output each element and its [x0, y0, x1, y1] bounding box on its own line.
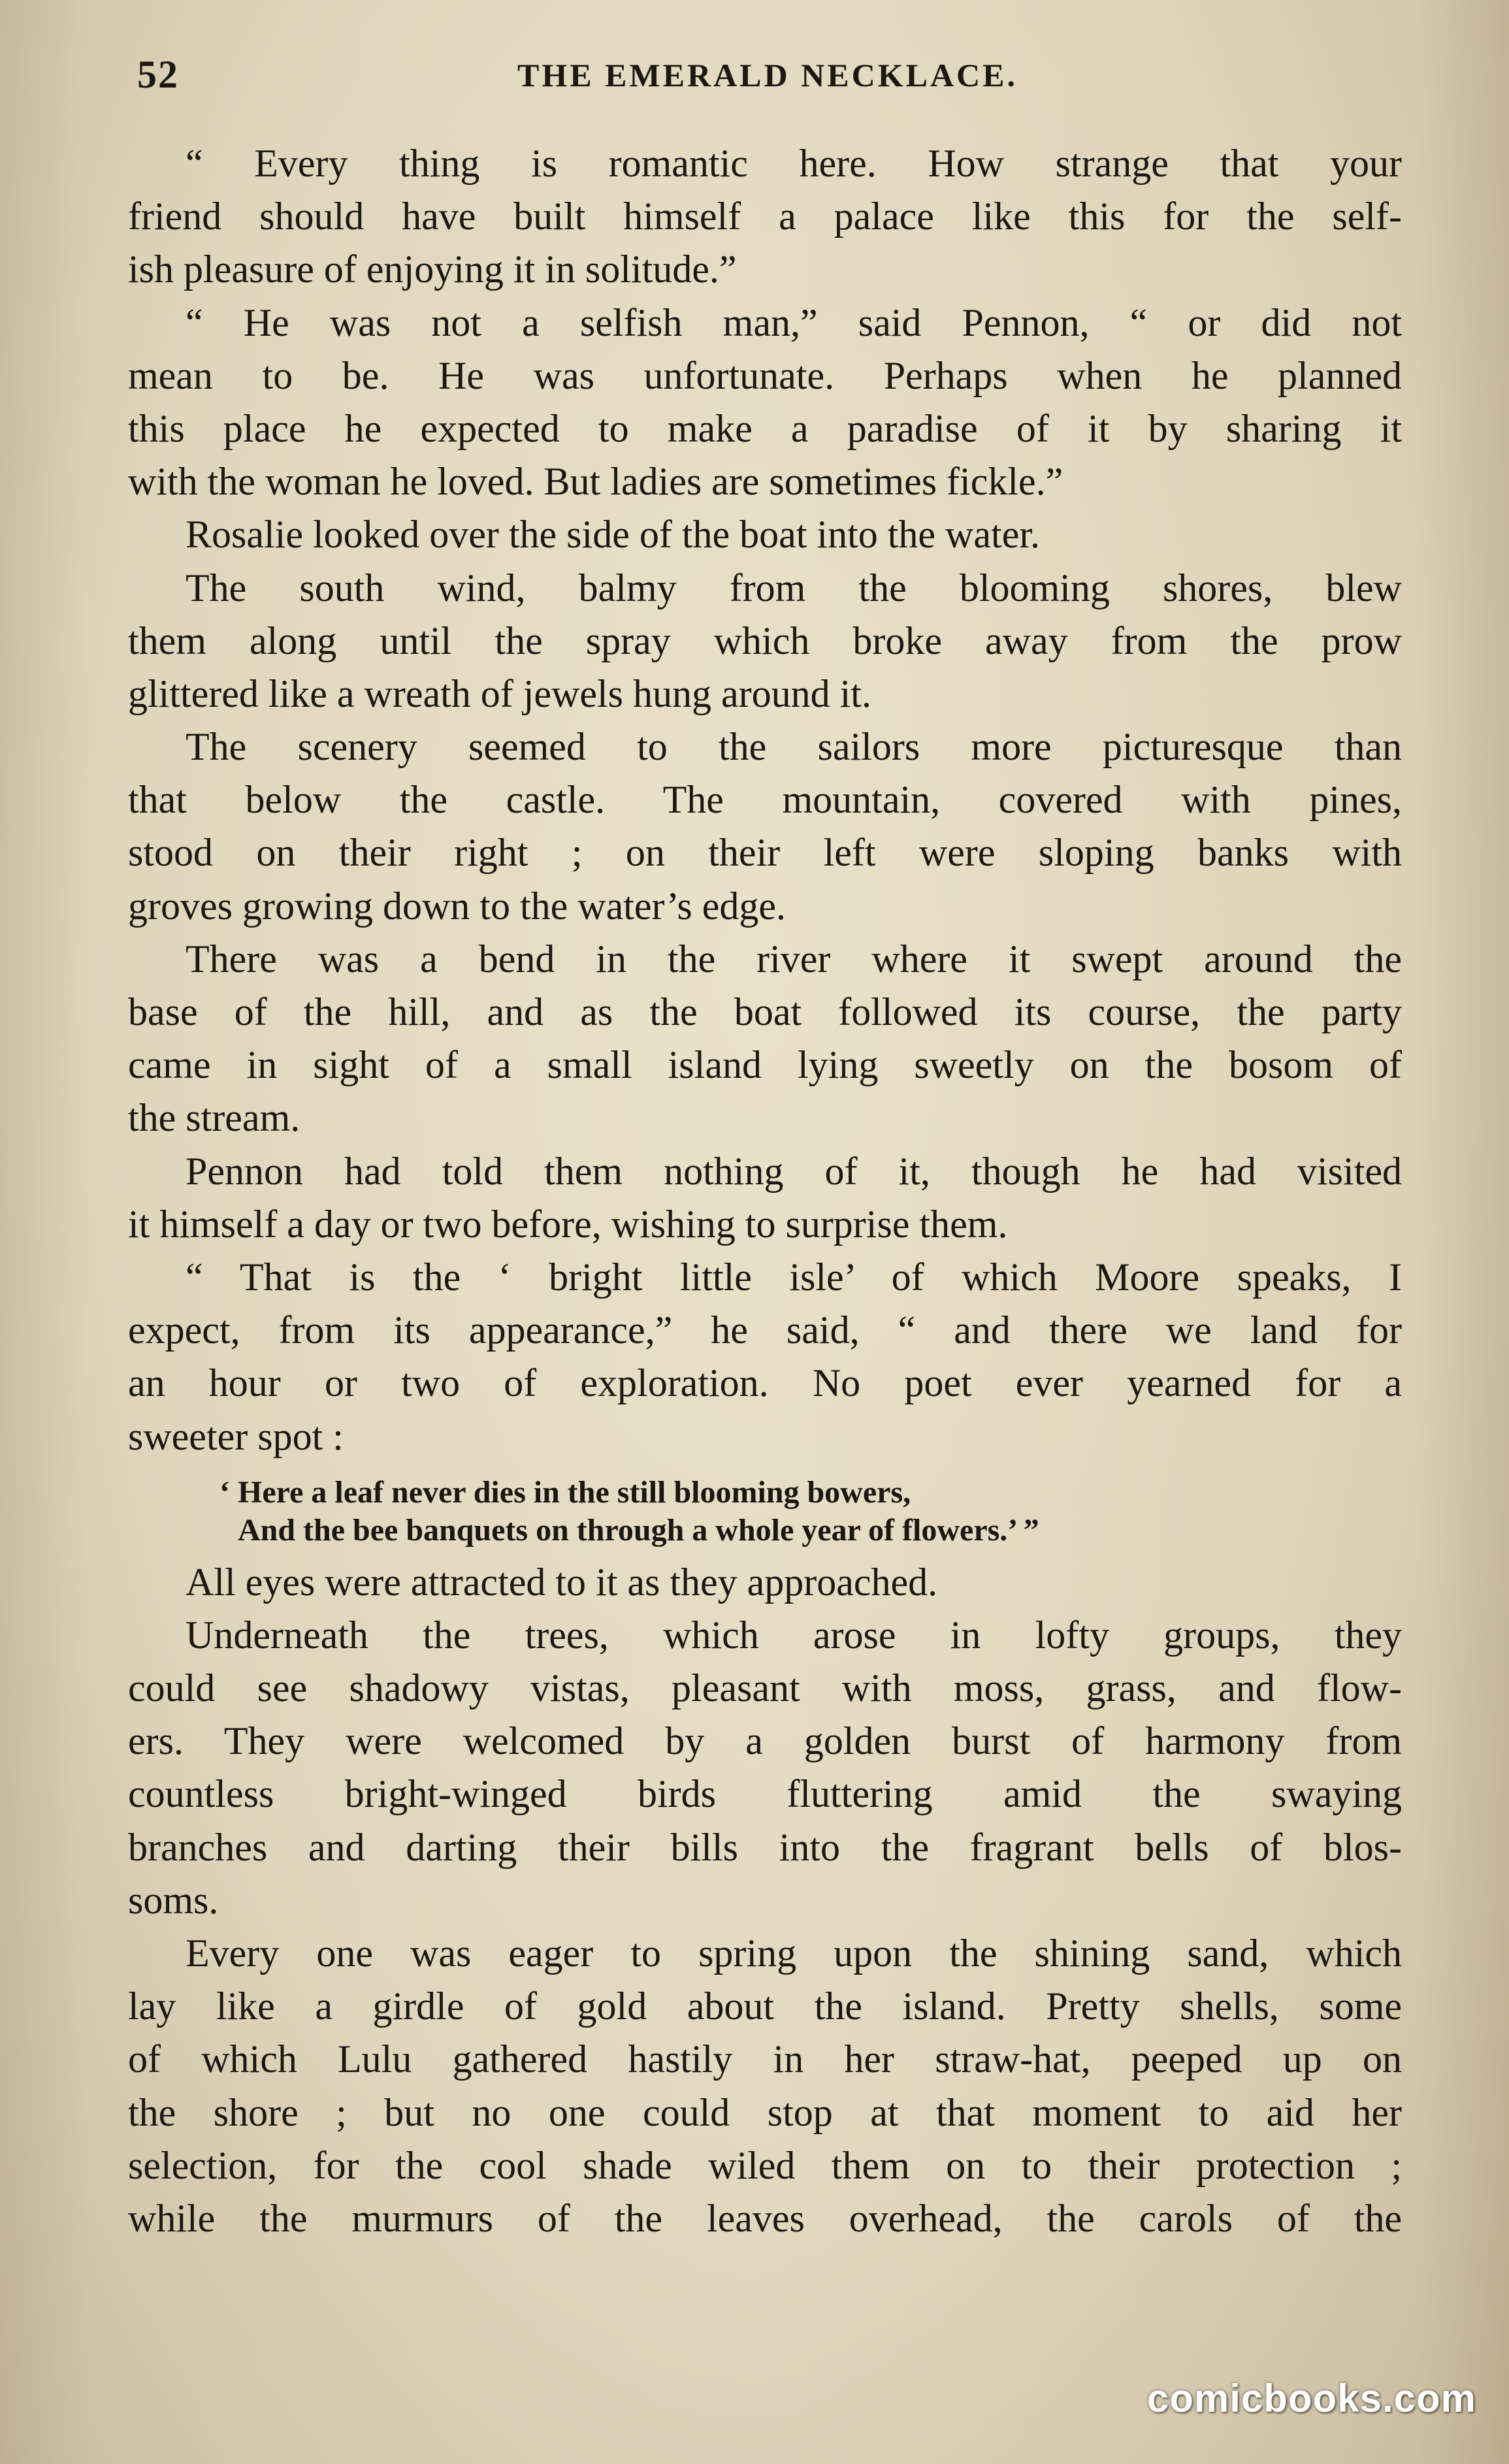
text-line: Every one was eager to spring upon the shining sand, which — [186, 1932, 1402, 1975]
text-line: branches and darting their bills into the fragrant bells of blos- — [128, 1825, 1402, 1869]
text-line: with the woman he loved. But ladies are sometimes fickle.” — [128, 460, 1063, 504]
verse-quote — [128, 1474, 1395, 1549]
text-line: base of the hill, and as the boat followed its course, the party — [128, 990, 1402, 1033]
text-line: glittered like a wreath of jewels hung around it. — [128, 672, 871, 715]
text-line: while the murmurs of the leaves overhead, the carols of the — [128, 2196, 1402, 2240]
text-line: lay like a girdle of gold about the island. Pretty shells, some — [128, 1985, 1402, 2028]
text-line: Pennon had told them nothing of it, though he had visited — [186, 1149, 1402, 1193]
paragraphs-after-quote — [128, 1556, 1402, 2245]
verse-line: ‘ Here a leaf never dies in the still blooming bowers, — [219, 1474, 911, 1510]
text-line: of which Lulu gathered hastily in her straw-hat, peeped up on — [128, 2037, 1402, 2081]
text-line: Rosalie looked over the side of the boat into the water. — [186, 513, 1040, 557]
text-line: could see shadowy vistas, pleasant with moss, grass, and flow- — [128, 1666, 1402, 1710]
text-line: the shore ; but no one could stop at that moment to aid her — [128, 2090, 1402, 2134]
text-line: “ That is the ‘ bright little isle’ of which Moore speaks, I — [186, 1255, 1402, 1299]
text-line: selection, for the cool shade wiled them on to their protection ; — [128, 2143, 1402, 2187]
page-number: 52 — [137, 53, 179, 96]
text-line: ers. They were welcomed by a golden burst of harmony from — [128, 1719, 1402, 1763]
body-text — [128, 137, 1402, 2245]
text-line: them along until the spray which broke away from the prow — [128, 619, 1402, 662]
verse-line: And the bee banquets on through a whole year of flowers.’ ” — [238, 1512, 1039, 1548]
text-line: groves growing down to the water’s edge. — [128, 884, 786, 928]
text-line: this place he expected to make a paradise of it by sharing it — [128, 406, 1402, 450]
page-header — [137, 47, 1398, 106]
text-line: expect, from its appearance,” he said, “ and there we land for — [128, 1308, 1402, 1352]
text-line: All eyes were attracted to it as they approached. — [186, 1560, 938, 1604]
text-line: “ He was not a selfish man,” said Pennon, “ or did not — [186, 300, 1402, 344]
text-line: soms. — [128, 1878, 219, 1922]
text-line: that below the castle. The mountain, covered with pines, — [128, 778, 1402, 822]
text-line: an hour or two of exploration. No poet ever yearned for a — [128, 1361, 1402, 1405]
text-line: friend should have built himself a palace like this for the self- — [128, 195, 1402, 238]
text-line: sweeter spot : — [128, 1414, 344, 1458]
running-head: THE EMERALD NECKLACE. — [517, 57, 1018, 93]
text-line: ish pleasure of enjoying it in solitude.” — [128, 248, 737, 291]
text-line: The scenery seemed to the sailors more picturesque than — [186, 725, 1402, 769]
text-line: Underneath the trees, which arose in lofty groups, they — [186, 1613, 1402, 1657]
text-line: countless bright-winged birds fluttering amid the swaying — [128, 1772, 1402, 1816]
text-line: There was a bend in the river where it swept around the — [186, 937, 1402, 981]
watermark: comicbooks.com — [1146, 2376, 1476, 2420]
text-line: The south wind, balmy from the blooming shores, blew — [186, 566, 1402, 609]
text-line: “ Every thing is romantic here. How strange that your — [186, 142, 1402, 185]
text-line: it himself a day or two before, wishing to surprise them. — [128, 1202, 1008, 1246]
paragraphs-before-quote — [128, 137, 1402, 1463]
text-line: stood on their right ; on their left were sloping banks with — [128, 831, 1402, 875]
text-line: came in sight of a small island lying sweetly on the bosom of — [128, 1043, 1402, 1087]
text-line: the stream. — [128, 1096, 300, 1140]
text-line: mean to be. He was unfortunate. Perhaps when he planned — [128, 353, 1402, 397]
